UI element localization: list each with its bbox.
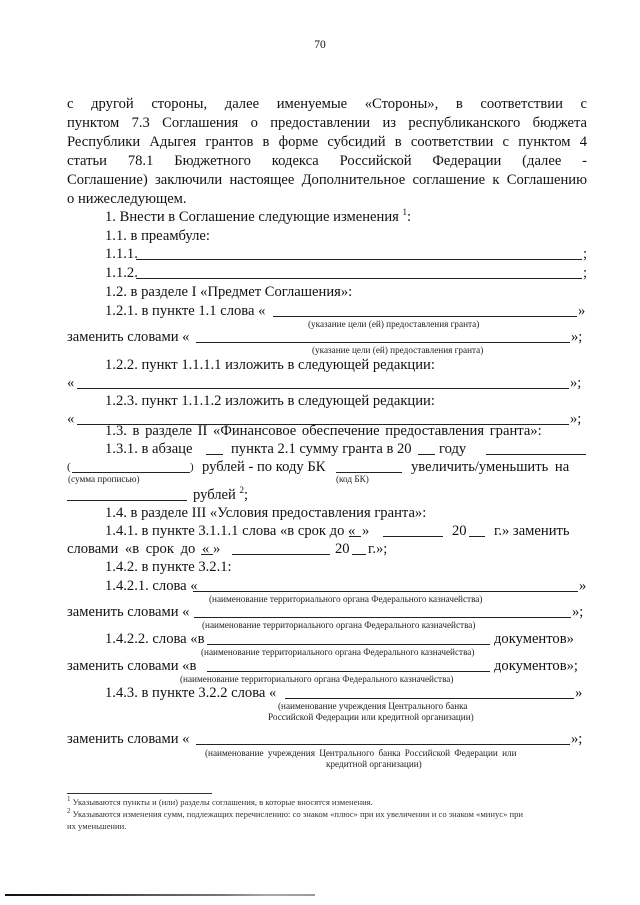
item-1-2: 1.2. в разделе I «Предмет Соглашения»: (105, 284, 353, 300)
caption-bank-long: кредитной организации) (326, 759, 422, 769)
field-amount[interactable] (486, 454, 586, 455)
field-day-old[interactable] (349, 536, 361, 537)
caption-goal: (указание цели (ей) предоставления гранта) (308, 319, 480, 329)
quote-close: » (213, 541, 221, 557)
semicolon: ; (583, 265, 588, 281)
scan-edge-line (5, 894, 315, 896)
field-month-old[interactable] (383, 536, 443, 537)
item-1-3-1-b: пункта 2.1 сумму гранта в 20 (231, 441, 412, 457)
field-bk-code[interactable] (336, 472, 402, 473)
field-1-4-3[interactable] (285, 698, 574, 699)
item-1-4: 1.4. в разделе III «Условия предоставления гранта»: (105, 505, 427, 521)
footnote-1-text: Указываются пункты и (или) разделы соглашения, в которые вносятся изменения. (72, 797, 373, 807)
field-1-2-1[interactable] (273, 316, 577, 317)
item-1-4-1-a: 1.4.1. в пункте 3.1.1.1 слова «в срок до « (105, 523, 356, 539)
item-1-3-1-d: рублей - по коду БК (202, 459, 326, 475)
caption-goal: (указание цели (ей) предоставления гранта) (312, 345, 484, 355)
item-1-4-3: 1.4.3. в пункте 3.2.2 слова « (105, 685, 277, 701)
close-quote-semicolon: »; (570, 375, 582, 391)
item-1-2-1: 1.2.1. в пункте 1.1 слова « (105, 303, 266, 319)
caption-bank: (наименование учреждения Центрального банка (278, 701, 468, 711)
field-1-4-2-2[interactable] (207, 644, 490, 645)
rubles-text: рублей (193, 487, 236, 503)
close-quote: » (578, 303, 586, 319)
footnote-separator (67, 793, 212, 794)
item-1-4-2-2: 1.4.2.2. слова «в (105, 631, 205, 647)
close-quote-semicolon: »; (571, 731, 583, 747)
field-day-new[interactable] (201, 554, 213, 555)
footnote-2-cont: их уменьшении. (67, 821, 127, 831)
field-year[interactable] (418, 454, 435, 455)
item-1-4-2: 1.4.2. в пункте 3.2.1: (105, 559, 232, 575)
field-paragraph-number[interactable] (206, 454, 223, 455)
year-prefix: 20 (452, 523, 467, 539)
item-1-4-1-h: г.»; (368, 541, 388, 557)
rubles-label (193, 486, 248, 505)
footnote-1-mark: 1 (67, 795, 71, 804)
field-year-old[interactable] (469, 536, 485, 537)
replace-with-label: заменить словами « (67, 604, 190, 620)
intro-line: с другой стороны, далее именуемые «Стороны», в соответствии с (67, 96, 587, 112)
item-1-4-1-e: словами «в срок до « (67, 541, 210, 557)
item-1-1: 1.1. в преамбуле: (105, 228, 210, 244)
footnote-ref-1[interactable]: 1 (402, 207, 408, 218)
item-1-4-1-d: г.» заменить (494, 523, 570, 539)
caption-treasury: (наименование территориального органа Федерального казначейства) (209, 594, 483, 604)
footnote-ref-2[interactable]: 2 (239, 485, 244, 496)
intro-line: Республики Адыгея грантов в форме субсидий в соответствии с пунктом 4 (67, 134, 587, 150)
close-quote: » (579, 578, 587, 594)
semicolon: ; (583, 246, 588, 262)
intro-line: Соглашение) заключили настоящее Дополнительное соглашение к Соглашению (67, 172, 587, 188)
field-1-2-2[interactable] (77, 388, 569, 389)
close-quote-semicolon: »; (572, 604, 584, 620)
close-quote: » (575, 685, 583, 701)
item-1-2-2: 1.2.2. пункт 1.1.1.1 изложить в следующей редакции: (105, 357, 435, 373)
item-1-2-3: 1.2.3. пункт 1.1.1.2 изложить в следующей редакции: (105, 393, 435, 409)
intro-line: статьи 78.1 Бюджетного кодекса Российской Федерации (далее - (67, 153, 587, 169)
item-1-1-1-label: 1.1.1. (105, 246, 138, 262)
close-quote-semicolon: »; (571, 329, 583, 345)
paren-close: ) (190, 461, 194, 473)
quote-close: » (362, 523, 370, 539)
field-change-amount[interactable] (67, 500, 187, 501)
year-prefix: 20 (335, 541, 350, 557)
paren-open: ( (67, 461, 71, 473)
field-1-4-2-1[interactable] (193, 591, 578, 592)
item-1-4-2-1: 1.4.2.1. слова « (105, 578, 198, 594)
field-1-2-1-replace[interactable] (196, 342, 570, 343)
footnote-2-text: Указываются изменения сумм, подлежащих перечислению: со знаком «плюс» при их увеличении и со знаком «минус» при (72, 809, 524, 819)
documents-label: документов»; (494, 658, 578, 674)
semicolon: ; (244, 487, 249, 503)
field-1-4-2-1-replace[interactable] (194, 617, 571, 618)
caption-treasury: (наименование территориального органа Федерального казначейства) (180, 674, 454, 684)
footnote-1 (67, 797, 373, 808)
page-number: 70 (314, 39, 326, 51)
item-1-3: 1.3. в разделе II «Финансовое обеспечение предоставления гранта»: (105, 423, 542, 439)
field-amount-words[interactable] (72, 472, 190, 473)
item-1-3-1-c: году (439, 441, 467, 457)
field-1-4-3-replace[interactable] (196, 744, 570, 745)
caption-bank: Российской Федерации или кредитной организации) (268, 712, 474, 722)
replace-with-v-label: заменить словами «в (67, 658, 197, 674)
replace-with-label: заменить словами « (67, 329, 190, 345)
field-year-new[interactable] (352, 554, 366, 555)
documents-label: документов» (494, 631, 574, 647)
intro-line: о нижеследующем. (67, 191, 187, 207)
close-quote-semicolon: »; (570, 411, 582, 427)
intro-line: пунктом 7.3 Соглашения о предоставлении из республиканского бюджета (67, 115, 587, 131)
caption-bank-long: (наименование учреждения Центрального банка Российской Федерации или (205, 748, 517, 758)
field-1-4-2-2-replace[interactable] (207, 671, 490, 672)
open-quote: « (67, 411, 75, 427)
open-quote: « (67, 375, 75, 391)
caption-bk-code: (код БК) (336, 474, 369, 484)
field-month-new[interactable] (232, 554, 330, 555)
field-1-1-2[interactable] (136, 278, 582, 279)
colon: : (407, 209, 412, 225)
item-1 (105, 208, 411, 227)
footnote-2-mark: 2 (67, 807, 71, 816)
item-1-1-2-label: 1.1.2. (105, 265, 138, 281)
replace-with-label: заменить словами « (67, 731, 190, 747)
item-1-3-1-e: увеличить/уменьшить на (411, 459, 570, 475)
caption-treasury: (наименование территориального органа Федерального казначейства) (202, 620, 476, 630)
caption-sum-words: (сумма прописью) (68, 474, 140, 484)
footnote-2 (67, 809, 523, 820)
field-1-1-1[interactable] (136, 259, 582, 260)
item-1-text: 1. Внести в Соглашение следующие изменения (105, 209, 399, 225)
caption-treasury: (наименование территориального органа Федерального казначейства) (201, 647, 475, 657)
item-1-3-1-a: 1.3.1. в абзаце (105, 441, 193, 457)
